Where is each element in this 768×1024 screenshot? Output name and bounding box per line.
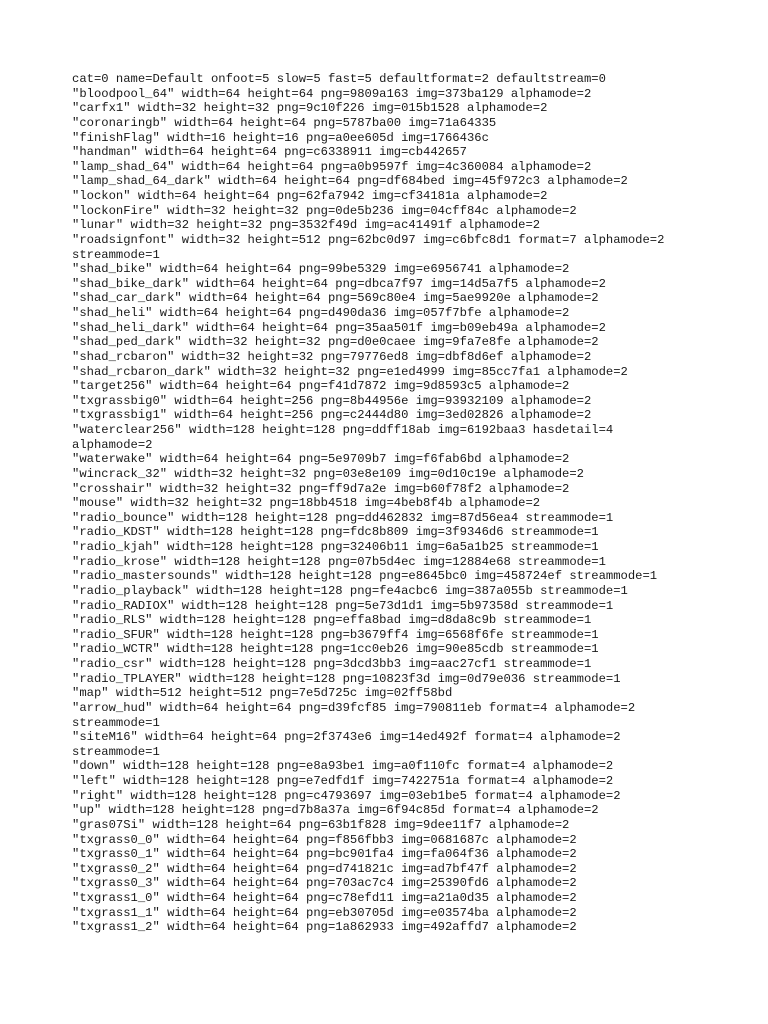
text-line: "txgrass1_1" width=64 height=64 png=eb30705d img=e03574ba alphamode=2: [72, 905, 577, 920]
text-line: "radio_bounce" width=128 height=128 png=dd462832 img=87d56ea4 streammode=1: [72, 510, 614, 525]
text-line: "txgrass0_1" width=64 height=64 png=bc901fa4 img=fa064f36 alphamode=2: [72, 847, 577, 862]
text-line: "lamp_shad_64" width=64 height=64 png=a0b9597f img=4c360084 alphamode=2: [72, 159, 592, 174]
text-line: "txgrassbig1" width=64 height=256 png=c2444d80 img=3ed02826 alphamode=2: [72, 408, 592, 423]
document-text: [72, 72, 712, 935]
text-line: "right" width=128 height=128 png=c4793697 img=03eb1be5 format=4 alphamode=2: [72, 788, 621, 803]
text-line: "radio_TPLAYER" width=128 height=128 png=10823f3d img=0d79e036 streammode=1: [72, 671, 621, 686]
text-line: "wincrack_32" width=32 height=32 png=03e8e109 img=0d10c19e alphamode=2: [72, 466, 584, 481]
text-line: "waterclear256" width=128 height=128 png=ddff18ab img=6192baa3 hasdetail=4: [72, 423, 614, 437]
text-line: streammode=1: [72, 715, 160, 730]
text-line: streammode=1: [72, 744, 160, 759]
text-line: "mouse" width=32 height=32 png=18bb4518 img=4beb8f4b alphamode=2: [72, 496, 541, 511]
text-line: "shad_rcbaron" width=32 height=32 png=79776ed8 img=dbf8d6ef alphamode=2: [72, 349, 592, 364]
text-line: "radio_KDST" width=128 height=128 png=fdc8b809 img=3f9346d6 streammode=1: [72, 525, 599, 540]
text-line: "txgrass1_0" width=64 height=64 png=c78efd11 img=a21a0d35 alphamode=2: [72, 891, 577, 905]
text-line: "crosshair" width=32 height=32 png=ff9d7a2e img=b60f78f2 alphamode=2: [72, 481, 570, 496]
text-line: alphamode=2: [72, 437, 153, 452]
text-line: "gras07Si" width=128 height=64 png=63b1f828 img=9dee11f7 alphamode=2: [72, 817, 570, 832]
text-line: "radio_RADIOX" width=128 height=128 png=5e73d1d1 img=5b97358d streammode=1: [72, 598, 614, 613]
text-line: "siteM16" width=64 height=64 png=2f3743e6 img=14ed492f format=4 alphamode=2: [72, 730, 621, 745]
text-line: "bloodpool_64" width=64 height=64 png=9809a163 img=373ba129 alphamode=2: [72, 86, 592, 101]
text-line: "shad_bike_dark" width=64 height=64 png=dbca7f97 img=14d5a7f5 alphamode=2: [72, 276, 606, 291]
text-line: "txgrassbig0" width=64 height=256 png=8b44956e img=93932109 alphamode=2: [72, 393, 592, 408]
text-line: "shad_heli" width=64 height=64 png=d490da36 img=057f7bfe alphamode=2: [72, 306, 570, 320]
text-line: "lamp_shad_64_dark" width=64 height=64 png=df684bed img=45f972c3 alphamode=2: [72, 174, 628, 189]
text-line: "arrow_hud" width=64 height=64 png=d39fcf85 img=790811eb format=4 alphamode=2: [72, 700, 636, 715]
text-line: "shad_car_dark" width=64 height=64 png=569c80e4 img=5ae9920e alphamode=2: [72, 291, 599, 306]
text-line: "handman" width=64 height=64 png=c6338911 img=cb442657: [72, 145, 467, 160]
text-line: "shad_heli_dark" width=64 height=64 png=35aa501f img=b09eb49a alphamode=2: [72, 320, 606, 335]
text-line: "radio_RLS" width=128 height=128 png=effa8bad img=d8da8c9b streammode=1: [72, 613, 592, 628]
text-line: "radio_csr" width=128 height=128 png=3dcd3bb3 img=aac27cf1 streammode=1: [72, 657, 592, 671]
text-line: "lockonFire" width=32 height=32 png=0de5b236 img=04cff84c alphamode=2: [72, 203, 577, 218]
text-line: "coronaringb" width=64 height=64 png=5787ba00 img=71a64335: [72, 115, 497, 130]
text-line: "up" width=128 height=128 png=d7b8a37a img=6f94c85d format=4 alphamode=2: [72, 803, 599, 818]
text-line: "radio_krose" width=128 height=128 png=07b5d4ec img=12884e68 streammode=1: [72, 554, 606, 569]
text-line: streammode=1: [72, 247, 160, 262]
text-line: "radio_WCTR" width=128 height=128 png=1cc0eb26 img=90e85cdb streammode=1: [72, 642, 599, 657]
text-line: "radio_kjah" width=128 height=128 png=32406b11 img=6a5a1b25 streammode=1: [72, 540, 599, 554]
text-line: "left" width=128 height=128 png=e7edfd1f img=7422751a format=4 alphamode=2: [72, 774, 614, 788]
text-line: "txgrass1_2" width=64 height=64 png=1a862933 img=492affd7 alphamode=2: [72, 920, 577, 935]
text-line: "shad_ped_dark" width=32 height=32 png=d0e0caee img=9fa7e8fe alphamode=2: [72, 335, 599, 350]
text-line: "txgrass0_2" width=64 height=64 png=d741821c img=ad7bf47f alphamode=2: [72, 861, 577, 876]
text-line: "shad_bike" width=64 height=64 png=99be5329 img=e6956741 alphamode=2: [72, 262, 570, 277]
text-line: "radio_playback" width=128 height=128 png=fe4acbc6 img=387a055b streammode=1: [72, 583, 628, 598]
text-line: "roadsignfont" width=32 height=512 png=62bc0d97 img=c6bfc8d1 format=7 alphamode=2: [72, 232, 665, 247]
text-line: "target256" width=64 height=64 png=f41d7872 img=9d8593c5 alphamode=2: [72, 379, 570, 394]
text-line: "carfx1" width=32 height=32 png=9c10f226 img=015b1528 alphamode=2: [72, 101, 548, 116]
text-line: "finishFlag" width=16 height=16 png=a0ee605d img=1766436c: [72, 130, 489, 145]
text-line: "lockon" width=64 height=64 png=62fa7942 img=cf34181a alphamode=2: [72, 189, 548, 203]
text-line: "down" width=128 height=128 png=e8a93be1 img=a0f110fc format=4 alphamode=2: [72, 759, 614, 774]
text-line: "map" width=512 height=512 png=7e5d725c img=02ff58bd: [72, 686, 453, 701]
text-line: "txgrass0_3" width=64 height=64 png=703ac7c4 img=25390fd6 alphamode=2: [72, 876, 577, 891]
text-line: cat=0 name=Default onfoot=5 slow=5 fast=5 defaultformat=2 defaultstream=0: [72, 72, 606, 86]
text-line: "txgrass0_0" width=64 height=64 png=f856fbb3 img=0681687c alphamode=2: [72, 832, 577, 847]
text-line: "lunar" width=32 height=32 png=3532f49d img=ac41491f alphamode=2: [72, 218, 541, 233]
text-line: "radio_SFUR" width=128 height=128 png=b3679ff4 img=6568f6fe streammode=1: [72, 627, 599, 642]
text-line: "waterwake" width=64 height=64 png=5e9709b7 img=f6fab6bd alphamode=2: [72, 452, 570, 467]
text-line: "shad_rcbaron_dark" width=32 height=32 png=e1ed4999 img=85cc7fa1 alphamode=2: [72, 364, 628, 379]
text-line: "radio_mastersounds" width=128 height=128 png=e8645bc0 img=458724ef streammode=1: [72, 569, 658, 584]
